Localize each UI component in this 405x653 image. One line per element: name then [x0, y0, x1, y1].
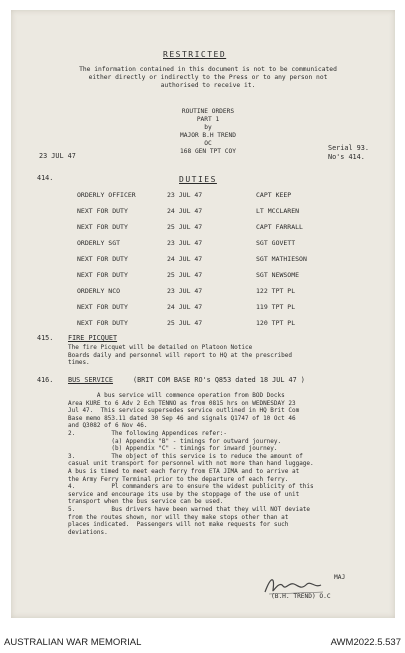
duty-date: 25 JUL 47	[167, 223, 203, 231]
duty-row	[11, 255, 395, 265]
orders-by: by	[204, 124, 212, 131]
duty-role: NEXT FOR DUTY	[77, 207, 128, 215]
duty-row	[11, 271, 395, 281]
fire-picquet-number: 415.	[37, 334, 54, 342]
bus-service-text: A bus service will commence operation from BOD Docks Area KURE to 6 Adv 2 Ech TENNO as from 0815 hrs on WEDNESDAY 23 Jul 47. This service supersedes service outlined in HQ Brit Com Base memo 853.11 dated 30 Sep 46 and signals Q1747 of 10 Oct 46 and Q3082 of 6 Nov 46. 2. The following Appendices refer:- (a) Appendix "B" - timings for outward journey. (b) Appendix "C" - timings for inward journey. 3. The object of this service is to reduce the amount of casual unit transport for personnel with not more than hand luggage. A bus is timed to meet each ferry from ETA JIMA and to arrive at the Army Ferry Terminal prior to the departure of each ferry. 4. Pl commanders are to ensure the widest publicity of this service and encourage its use by the stoppage of the use of unit transport when the bus service can be used. 5. Bus drivers have been warned that they will NOT deviate from the routes shown, nor will they make stops other than at places indicated. Passengers will not make requests for such deviations.	[68, 392, 314, 536]
bus-service-heading: BUS SERVICE	[68, 376, 114, 384]
classification-heading: RESTRICTED	[163, 50, 227, 59]
restriction-notice: The information contained in this document is not to be communicated either directly or indirectly to the Press or to any person not authorised to receive it.	[79, 66, 337, 90]
orders-officer: MAJOR B.H TREND	[180, 132, 236, 139]
duty-role: ORDERLY SGT	[77, 239, 121, 247]
duty-row	[11, 303, 395, 313]
duty-date: 23 JUL 47	[167, 239, 203, 247]
duties-heading: DUTIES	[179, 175, 217, 184]
fire-picquet-heading: FIRE PICQUET	[68, 334, 118, 342]
duty-row	[11, 207, 395, 217]
duty-role: ORDERLY OFFICER	[77, 191, 136, 199]
bus-service-subtitle: (BRIT COM BASE RO's Q853 dated 18 JUL 47 )	[133, 376, 305, 384]
duty-name: SGT GOVETT	[256, 239, 296, 247]
archive-footer	[0, 620, 405, 653]
duty-role: ORDERLY NCO	[77, 287, 121, 295]
duty-role: NEXT FOR DUTY	[77, 255, 128, 263]
signature-name: (B.H. TREND) O.C	[271, 593, 331, 600]
duty-row	[11, 223, 395, 233]
orders-title: ROUTINE ORDERS	[181, 108, 235, 115]
serial-number: Serial 93.	[328, 144, 369, 152]
duty-name: 120 TPT PL	[256, 319, 296, 327]
duty-role: NEXT FOR DUTY	[77, 223, 128, 231]
duty-date: 23 JUL 47	[167, 191, 203, 199]
duty-name: LT MCCLAREN	[256, 207, 300, 215]
duty-date: 24 JUL 47	[167, 207, 203, 215]
duty-date: 24 JUL 47	[167, 303, 203, 311]
duty-name: CAPT KEEP	[256, 191, 292, 199]
duty-name: 122 TPT PL	[256, 287, 296, 295]
duty-date: 25 JUL 47	[167, 319, 203, 327]
document-page	[11, 10, 395, 618]
duty-role: NEXT FOR DUTY	[77, 319, 128, 327]
archive-reference: AWM2022.5.537	[330, 637, 401, 648]
archive-name: AUSTRALIAN WAR MEMORIAL	[4, 637, 142, 648]
duty-name: CAPT FARRALL	[256, 223, 303, 231]
orders-part: PART 1	[196, 116, 220, 123]
duty-row	[11, 287, 395, 297]
duty-date: 23 JUL 47	[167, 287, 203, 295]
signature-rank: MAJ	[334, 574, 346, 581]
duty-date: 25 JUL 47	[167, 271, 203, 279]
duty-name: SGT MATHIESON	[256, 255, 307, 263]
duty-name: SGT NEWSOME	[256, 271, 300, 279]
duty-row	[11, 239, 395, 249]
duty-row	[11, 319, 395, 329]
orders-date: 23 JUL 47	[39, 152, 76, 160]
duty-name: 119 TPT PL	[256, 303, 296, 311]
duty-role: NEXT FOR DUTY	[77, 271, 128, 279]
orders-unit: 168 GEN TPT COY	[180, 148, 236, 155]
duty-date: 24 JUL 47	[167, 255, 203, 263]
duty-role: NEXT FOR DUTY	[77, 303, 128, 311]
duty-row	[11, 191, 395, 201]
fire-picquet-text: The fire Picquet will be detailed on Platoon Notice Boards daily and personnel will report to HQ at the prescribed times.	[68, 344, 292, 367]
duties-number: 414.	[37, 174, 54, 182]
order-numbers: No's 414.	[328, 153, 365, 161]
bus-service-number: 416.	[37, 376, 54, 384]
orders-oc: OC	[204, 140, 212, 147]
